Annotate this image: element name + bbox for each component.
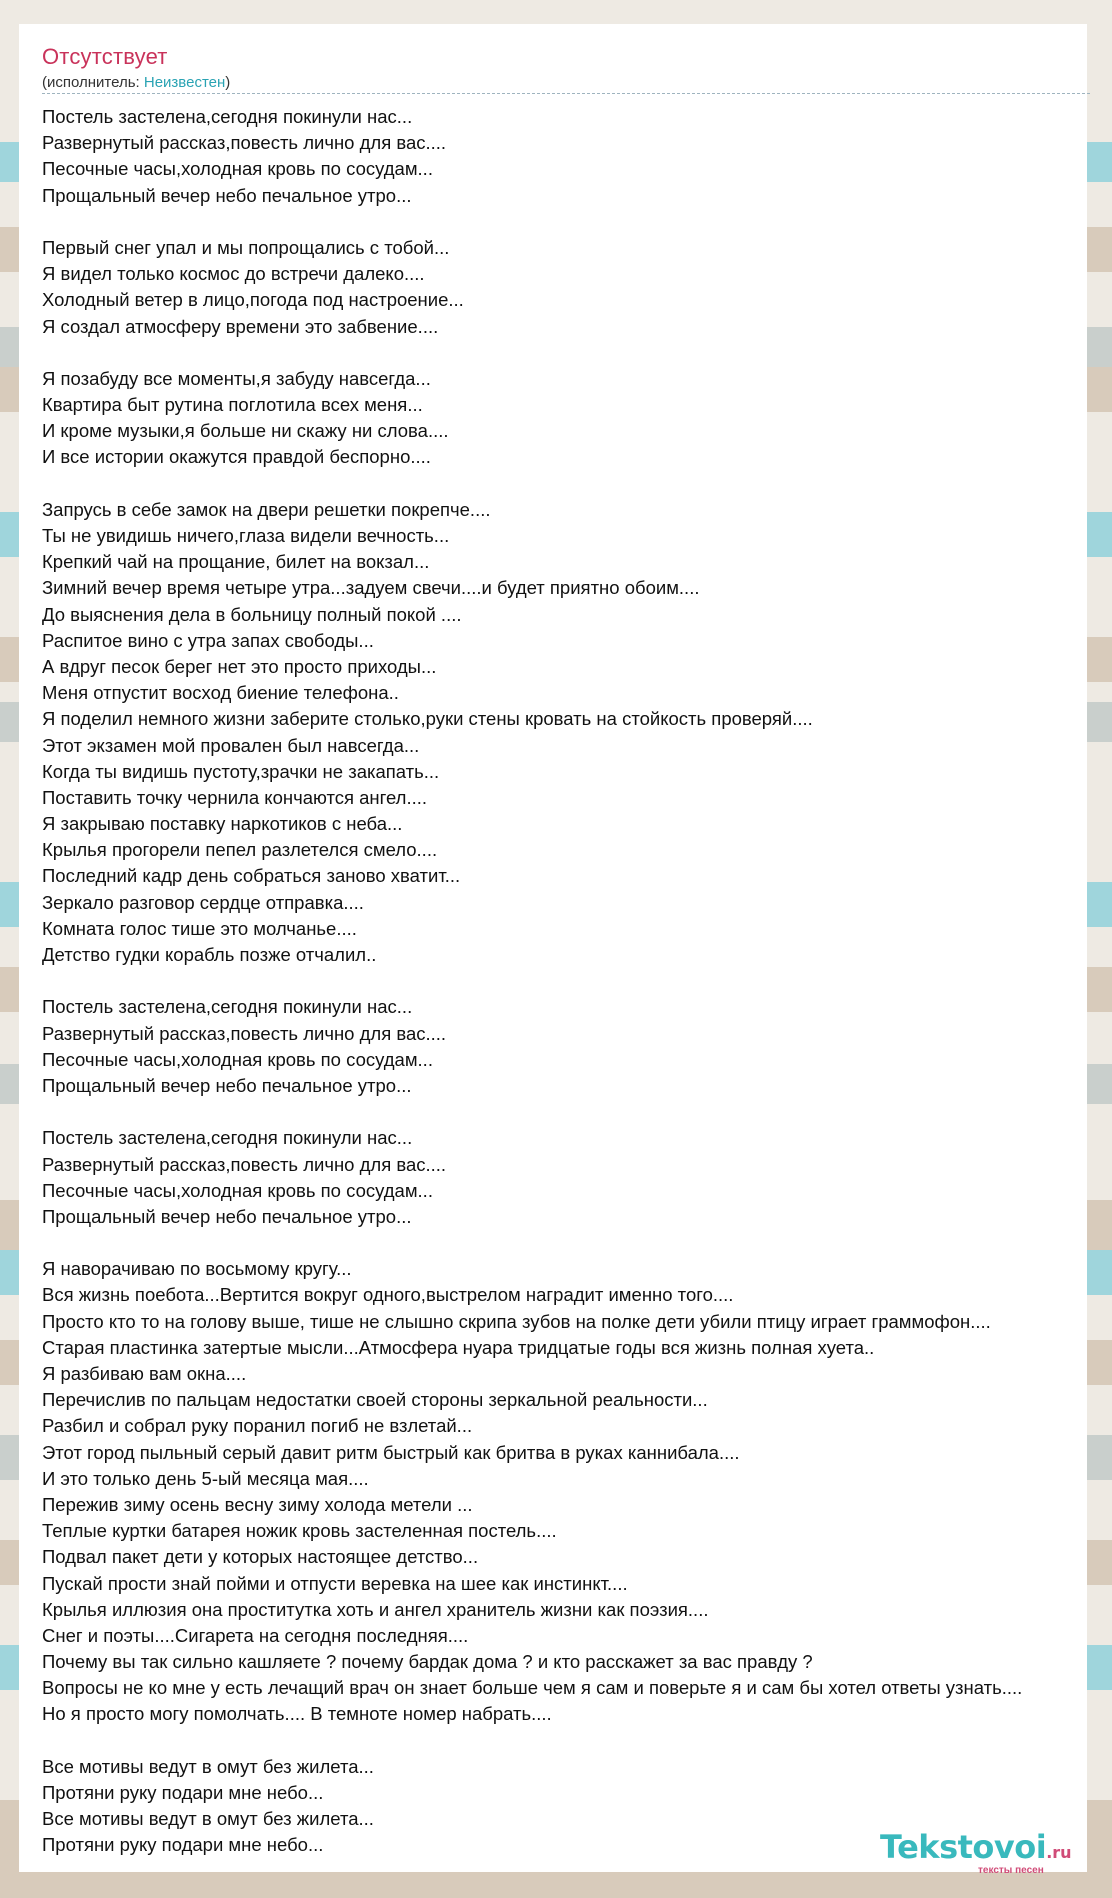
- title-divider: [42, 93, 1090, 94]
- lyric-line: Снег и поэты....Сигарета на сегодня последняя....: [42, 1624, 469, 1646]
- lyric-line: Пережив зиму осень весну зиму холода метели ...: [42, 1493, 473, 1515]
- lyrics-page: [19, 24, 1087, 1872]
- lyric-line: Этот экзамен мой провален был навсегда...: [42, 734, 420, 756]
- lyric-line: Все мотивы ведут в омут без жилета...: [42, 1755, 374, 1777]
- lyric-line: И все истории окажутся правдой беспорно....: [42, 446, 431, 468]
- stanza-break: [42, 968, 1102, 994]
- lyric-line: Когда ты видишь пустоту,зрачки не закапать...: [42, 760, 440, 782]
- artist-suffix: ): [225, 74, 231, 91]
- song-title: Отсутствует: [42, 44, 168, 69]
- lyric-line: Ты не увидишь ничего,глаза видели вечность...: [42, 525, 450, 546]
- lyric-line: Комната голос тише это молчанье....: [42, 917, 357, 939]
- lyric-line: Перечислив по пальцам недостатки своей стороны зеркальной реальности...: [42, 1389, 708, 1411]
- lyric-line: И это только день 5-ый месяца мая....: [42, 1467, 369, 1489]
- stanza-break: [42, 1230, 1102, 1256]
- lyric-line: Развернутый рассказ,повесть лично для вас....: [42, 1022, 447, 1044]
- lyric-line: Все мотивы ведут в омут без жилета...: [42, 1808, 374, 1830]
- lyric-line: Я разбиваю вам окна....: [42, 1363, 247, 1384]
- stanza-break: [42, 209, 1102, 235]
- lyric-line: А вдруг песок берег нет это просто приходы...: [42, 655, 437, 677]
- lyric-line: Вся жизнь поебота...Вертится вокруг одного,выстрелом наградит именно того....: [42, 1284, 734, 1306]
- lyric-line: Песочные часы,холодная кровь по сосудам...: [42, 1179, 433, 1201]
- lyric-line: Вопросы не ко мне у есть лечащий врач он знает больше чем я сам и поверьте я и сам бы хотел ответы узнать....: [42, 1677, 1023, 1699]
- lyric-line: Я позабуду все моменты,я забуду навсегда...: [42, 367, 431, 389]
- lyric-line: Постель застелена,сегодня покинули нас...: [42, 106, 413, 127]
- lyric-line: Просто кто то на голову выше, тише не слышно скрипа зубов на полке дети убили птицу играет граммофон....: [42, 1310, 991, 1332]
- lyric-line: Пускай прости знай пойми и отпусти веревка на шее как инстинкт....: [42, 1572, 628, 1594]
- lyric-line: Теплые куртки батарея ножик кровь застеленная постель....: [42, 1520, 557, 1542]
- lyric-line: Развернутый рассказ,повесть лично для вас....: [42, 1153, 447, 1175]
- logo-subtitle: тексты песен: [978, 1865, 1044, 1876]
- lyric-line: Крылья прогорели пепел разлетелся смело....: [42, 839, 438, 861]
- lyric-line: До выяснения дела в больницу полный покой ....: [42, 603, 462, 625]
- lyric-line: Распитое вино с утра запах свободы...: [42, 629, 374, 651]
- lyric-line: Я поделил немного жизни заберите столько,руки стены кровать на стойкость проверяй....: [42, 708, 813, 730]
- stanza-break: [42, 1728, 1102, 1754]
- lyric-line: Но я просто могу помолчать.... В темноте номер набрать....: [42, 1703, 552, 1725]
- lyric-line: Холодный ветер в лицо,погода под настроение...: [42, 289, 464, 311]
- lyric-line: Постель застелена,сегодня покинули нас...: [42, 996, 413, 1018]
- lyric-line: Песочные часы,холодная кровь по сосудам...: [42, 1048, 433, 1070]
- lyrics-text: [42, 104, 1102, 1859]
- artist-line: [42, 74, 230, 91]
- lyric-line: Зимний вечер время четыре утра...задуем свечи....и будет приятно обоим....: [42, 577, 700, 599]
- lyric-line: Меня отпустит восход биение телефона..: [42, 682, 399, 704]
- stanza-break: [42, 1099, 1102, 1125]
- lyric-line: И кроме музыки,я больше ни скажу ни слова....: [42, 420, 449, 442]
- lyric-line: Разбил и собрал руку поранил погиб не взлетай...: [42, 1415, 473, 1437]
- artist-prefix: (исполнитель:: [42, 74, 144, 91]
- lyric-line: Прощальный вечер небо печальное утро...: [42, 1205, 412, 1227]
- stanza-break: [42, 471, 1102, 497]
- lyric-line: Я видел только космос до встречи далеко....: [42, 263, 425, 285]
- lyric-line: Запрусь в себе замок на двери решетки покрепче....: [42, 498, 491, 520]
- lyric-line: Подвал пакет дети у которых настоящее детство...: [42, 1546, 479, 1568]
- lyric-line: Крылья иллюзия она проститутка хоть и ангел хранитель жизни как поэзия....: [42, 1598, 709, 1620]
- lyric-line: Квартира быт рутина поглотила всех меня...: [42, 394, 423, 416]
- artist-link[interactable]: Неизвестен: [143, 74, 226, 91]
- logo-tld: .ru: [1046, 1843, 1072, 1862]
- logo-brand: Tekstovoi: [880, 1828, 1047, 1866]
- lyric-line: Зеркало разговор сердце отправка....: [42, 891, 364, 913]
- lyric-line: Поставить точку чернила кончаются ангел....: [42, 786, 428, 808]
- lyric-line: Почему вы так сильно кашляете ? почему бардак дома ? и кто расскажет за вас правду ?: [42, 1651, 813, 1673]
- site-logo: [862, 1828, 1072, 1874]
- lyric-line: Протяни руку подари мне небо...: [42, 1782, 324, 1803]
- lyric-line: Прощальный вечер небо печальное утро...: [42, 184, 412, 206]
- lyric-line: Протяни руку подари мне небо...: [42, 1834, 324, 1856]
- lyric-line: Песочные часы,холодная кровь по сосудам...: [42, 158, 433, 180]
- lyric-line: Я закрываю поставку наркотиков с неба...: [42, 813, 403, 835]
- lyric-line: Я наворачиваю по восьмому кругу...: [42, 1258, 352, 1280]
- lyric-line: Я создал атмосферу времени это забвение....: [42, 315, 439, 337]
- lyric-line: Крепкий чай на прощание, билет на вокзал...: [42, 551, 430, 573]
- lyric-line: Старая пластинка затертые мысли...Атмосфера нуара тридцатые годы вся жизнь полная хуета..: [42, 1336, 875, 1358]
- lyric-line: Этот город пыльный серый давит ритм быстрый как бритва в руках каннибала....: [42, 1441, 740, 1463]
- lyric-line: Прощальный вечер небо печальное утро...: [42, 1074, 412, 1096]
- lyric-line: Постель застелена,сегодня покинули нас...: [42, 1127, 413, 1149]
- lyric-line: Первый снег упал и мы попрощались с тобой...: [42, 236, 450, 258]
- stanza-break: [42, 340, 1102, 366]
- lyric-line: Детство гудки корабль позже отчалил..: [42, 944, 377, 965]
- lyric-line: Развернутый рассказ,повесть лично для вас....: [42, 132, 447, 154]
- lyric-line: Последний кадр день собраться заново хватит...: [42, 865, 461, 887]
